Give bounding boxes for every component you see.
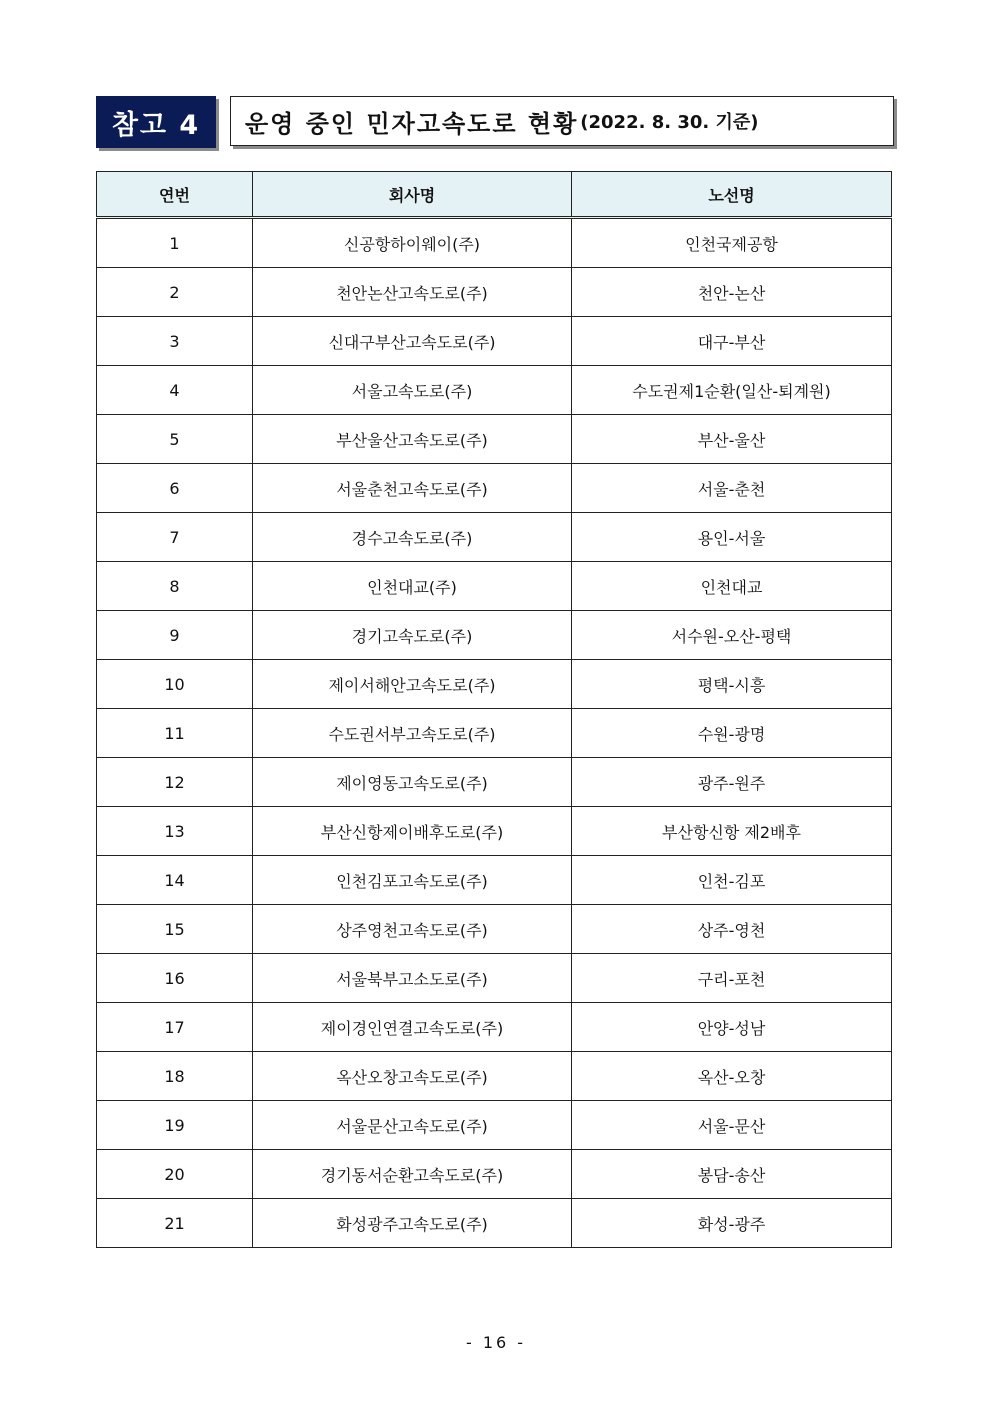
table-row <box>97 709 892 758</box>
cell-company: 수도권서부고속도로(주) <box>253 709 572 758</box>
table-row <box>97 1199 892 1248</box>
cell-route: 구리-포천 <box>572 954 892 1003</box>
cell-company: 서울춘천고속도로(주) <box>253 464 572 513</box>
highway-table <box>96 171 892 1248</box>
cell-route: 인천대교 <box>572 562 892 611</box>
table-row <box>97 660 892 709</box>
cell-company: 제이서해안고속도로(주) <box>253 660 572 709</box>
cell-route: 부산-울산 <box>572 415 892 464</box>
cell-company: 화성광주고속도로(주) <box>253 1199 572 1248</box>
table-body <box>97 218 892 1248</box>
cell-company: 인천대교(주) <box>253 562 572 611</box>
cell-route: 인천-김포 <box>572 856 892 905</box>
table-row <box>97 415 892 464</box>
cell-route: 천안-논산 <box>572 268 892 317</box>
cell-company: 옥산오창고속도로(주) <box>253 1052 572 1101</box>
cell-company: 서울고속도로(주) <box>253 366 572 415</box>
table-row <box>97 562 892 611</box>
cell-number: 8 <box>97 562 253 611</box>
cell-number: 9 <box>97 611 253 660</box>
cell-number: 3 <box>97 317 253 366</box>
table-row <box>97 218 892 268</box>
cell-number: 18 <box>97 1052 253 1101</box>
cell-number: 17 <box>97 1003 253 1052</box>
column-header-company: 회사명 <box>253 172 572 218</box>
table-header-row <box>97 172 892 218</box>
cell-number: 1 <box>97 218 253 268</box>
reference-date: (2022. 8. 30. 기준) <box>580 112 759 133</box>
table-row <box>97 758 892 807</box>
column-header-route: 노선명 <box>572 172 892 218</box>
cell-route: 용인-서울 <box>572 513 892 562</box>
cell-number: 4 <box>97 366 253 415</box>
cell-number: 19 <box>97 1101 253 1150</box>
cell-number: 14 <box>97 856 253 905</box>
cell-number: 7 <box>97 513 253 562</box>
cell-company: 신대구부산고속도로(주) <box>253 317 572 366</box>
table-row <box>97 464 892 513</box>
table-row <box>97 611 892 660</box>
cell-route: 평택-시흥 <box>572 660 892 709</box>
cell-number: 15 <box>97 905 253 954</box>
table-row <box>97 268 892 317</box>
cell-company: 경수고속도로(주) <box>253 513 572 562</box>
document-header <box>96 96 896 148</box>
table-row <box>97 366 892 415</box>
cell-company: 인천김포고속도로(주) <box>253 856 572 905</box>
cell-number: 5 <box>97 415 253 464</box>
cell-company: 부산울산고속도로(주) <box>253 415 572 464</box>
cell-number: 21 <box>97 1199 253 1248</box>
table-row <box>97 905 892 954</box>
cell-number: 16 <box>97 954 253 1003</box>
table-row <box>97 954 892 1003</box>
cell-company: 서울문산고속도로(주) <box>253 1101 572 1150</box>
table-row <box>97 1101 892 1150</box>
cell-company: 상주영천고속도로(주) <box>253 905 572 954</box>
table-row <box>97 1003 892 1052</box>
cell-number: 12 <box>97 758 253 807</box>
cell-number: 10 <box>97 660 253 709</box>
cell-number: 20 <box>97 1150 253 1199</box>
cell-company: 제이영동고속도로(주) <box>253 758 572 807</box>
cell-route: 상주-영천 <box>572 905 892 954</box>
cell-company: 천안논산고속도로(주) <box>253 268 572 317</box>
cell-route: 서울-문산 <box>572 1101 892 1150</box>
cell-number: 11 <box>97 709 253 758</box>
table-row <box>97 856 892 905</box>
cell-company: 부산신항제이배후도로(주) <box>253 807 572 856</box>
cell-route: 안양-성남 <box>572 1003 892 1052</box>
cell-company: 경기동서순환고속도로(주) <box>253 1150 572 1199</box>
column-header-number: 연번 <box>97 172 253 218</box>
cell-route: 서수원-오산-평택 <box>572 611 892 660</box>
reference-badge: 참고 4 <box>96 96 216 148</box>
cell-route: 인천국제공항 <box>572 218 892 268</box>
table-row <box>97 1052 892 1101</box>
cell-number: 6 <box>97 464 253 513</box>
cell-route: 수도권제1순환(일산-퇴계원) <box>572 366 892 415</box>
cell-company: 신공항하이웨이(주) <box>253 218 572 268</box>
table-row <box>97 513 892 562</box>
cell-route: 광주-원주 <box>572 758 892 807</box>
title-box <box>230 96 894 146</box>
cell-number: 2 <box>97 268 253 317</box>
cell-route: 화성-광주 <box>572 1199 892 1248</box>
page-number: - 16 - <box>465 1333 527 1352</box>
table-row <box>97 317 892 366</box>
document-title: 운영 중인 민자고속도로 현황 <box>245 109 579 138</box>
cell-company: 경기고속도로(주) <box>253 611 572 660</box>
cell-route: 수원-광명 <box>572 709 892 758</box>
cell-route: 부산항신항 제2배후 <box>572 807 892 856</box>
cell-route: 봉담-송산 <box>572 1150 892 1199</box>
table-row <box>97 1150 892 1199</box>
table-row <box>97 807 892 856</box>
cell-company: 서울북부고소도로(주) <box>253 954 572 1003</box>
cell-number: 13 <box>97 807 253 856</box>
cell-route: 대구-부산 <box>572 317 892 366</box>
cell-company: 제이경인연결고속도로(주) <box>253 1003 572 1052</box>
cell-route: 서울-춘천 <box>572 464 892 513</box>
cell-route: 옥산-오창 <box>572 1052 892 1101</box>
